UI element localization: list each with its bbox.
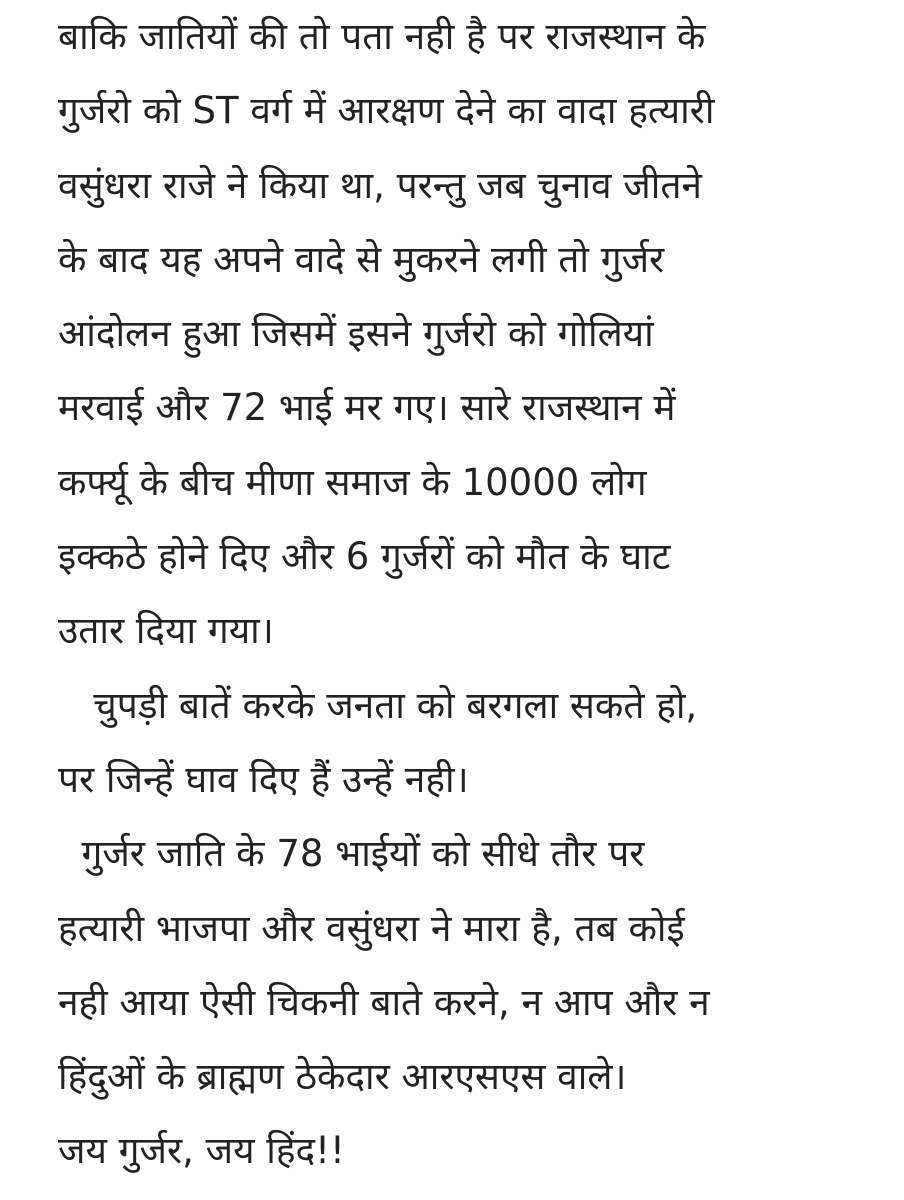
text-line: इक्कठे होने दिए और 6 गुर्जरों को मौत के घाट bbox=[58, 535, 671, 579]
text-line: हत्यारी भाजपा और वसुंधरा ने मारा है, तब कोई bbox=[58, 906, 685, 950]
text-line: हिंदुओं के ब्राह्मण ठेकेदार आरएसएस वाले। bbox=[58, 1055, 627, 1099]
text-line: के बाद यह अपने वादे से मुकरने लगी तो गुर्जर bbox=[58, 237, 665, 281]
text-line: नही आया ऐसी चिकनी बाते करने, न आप और न bbox=[58, 980, 710, 1024]
text-line: मरवाई और 72 भाई मर गए। सारे राजस्थान में bbox=[58, 386, 676, 430]
text-line: पर जिन्हें घाव दिए हैं उन्हें नही। bbox=[58, 757, 469, 801]
text-line: जय गुर्जर, जय हिंद!! bbox=[58, 1129, 345, 1173]
text-line: वसुंधरा राजे ने किया था, परन्तु जब चुनाव जीतने bbox=[58, 163, 702, 207]
text-line: आंदोलन हुआ जिसमें इसने गुर्जरो को गोलियां bbox=[58, 312, 654, 356]
text-line: गुर्जर जाति के 78 भाईयों को सीधे तौर पर bbox=[58, 832, 645, 876]
text-line: उतार दिया गया। bbox=[58, 609, 274, 653]
document-text bbox=[58, 0, 898, 1189]
text-line: बाकि जातियों की तो पता नही है पर राजस्थान के bbox=[58, 15, 706, 58]
text-line: कर्फ्यू के बीच मीणा समाज के 10000 लोग bbox=[58, 460, 647, 504]
text-line: गुर्जरो को ST वर्ग में आरक्षण देने का वादा हत्यारी bbox=[58, 89, 715, 133]
text-line: चुपड़ी बातें करके जनता को बरगला सकते हो, bbox=[58, 683, 698, 727]
